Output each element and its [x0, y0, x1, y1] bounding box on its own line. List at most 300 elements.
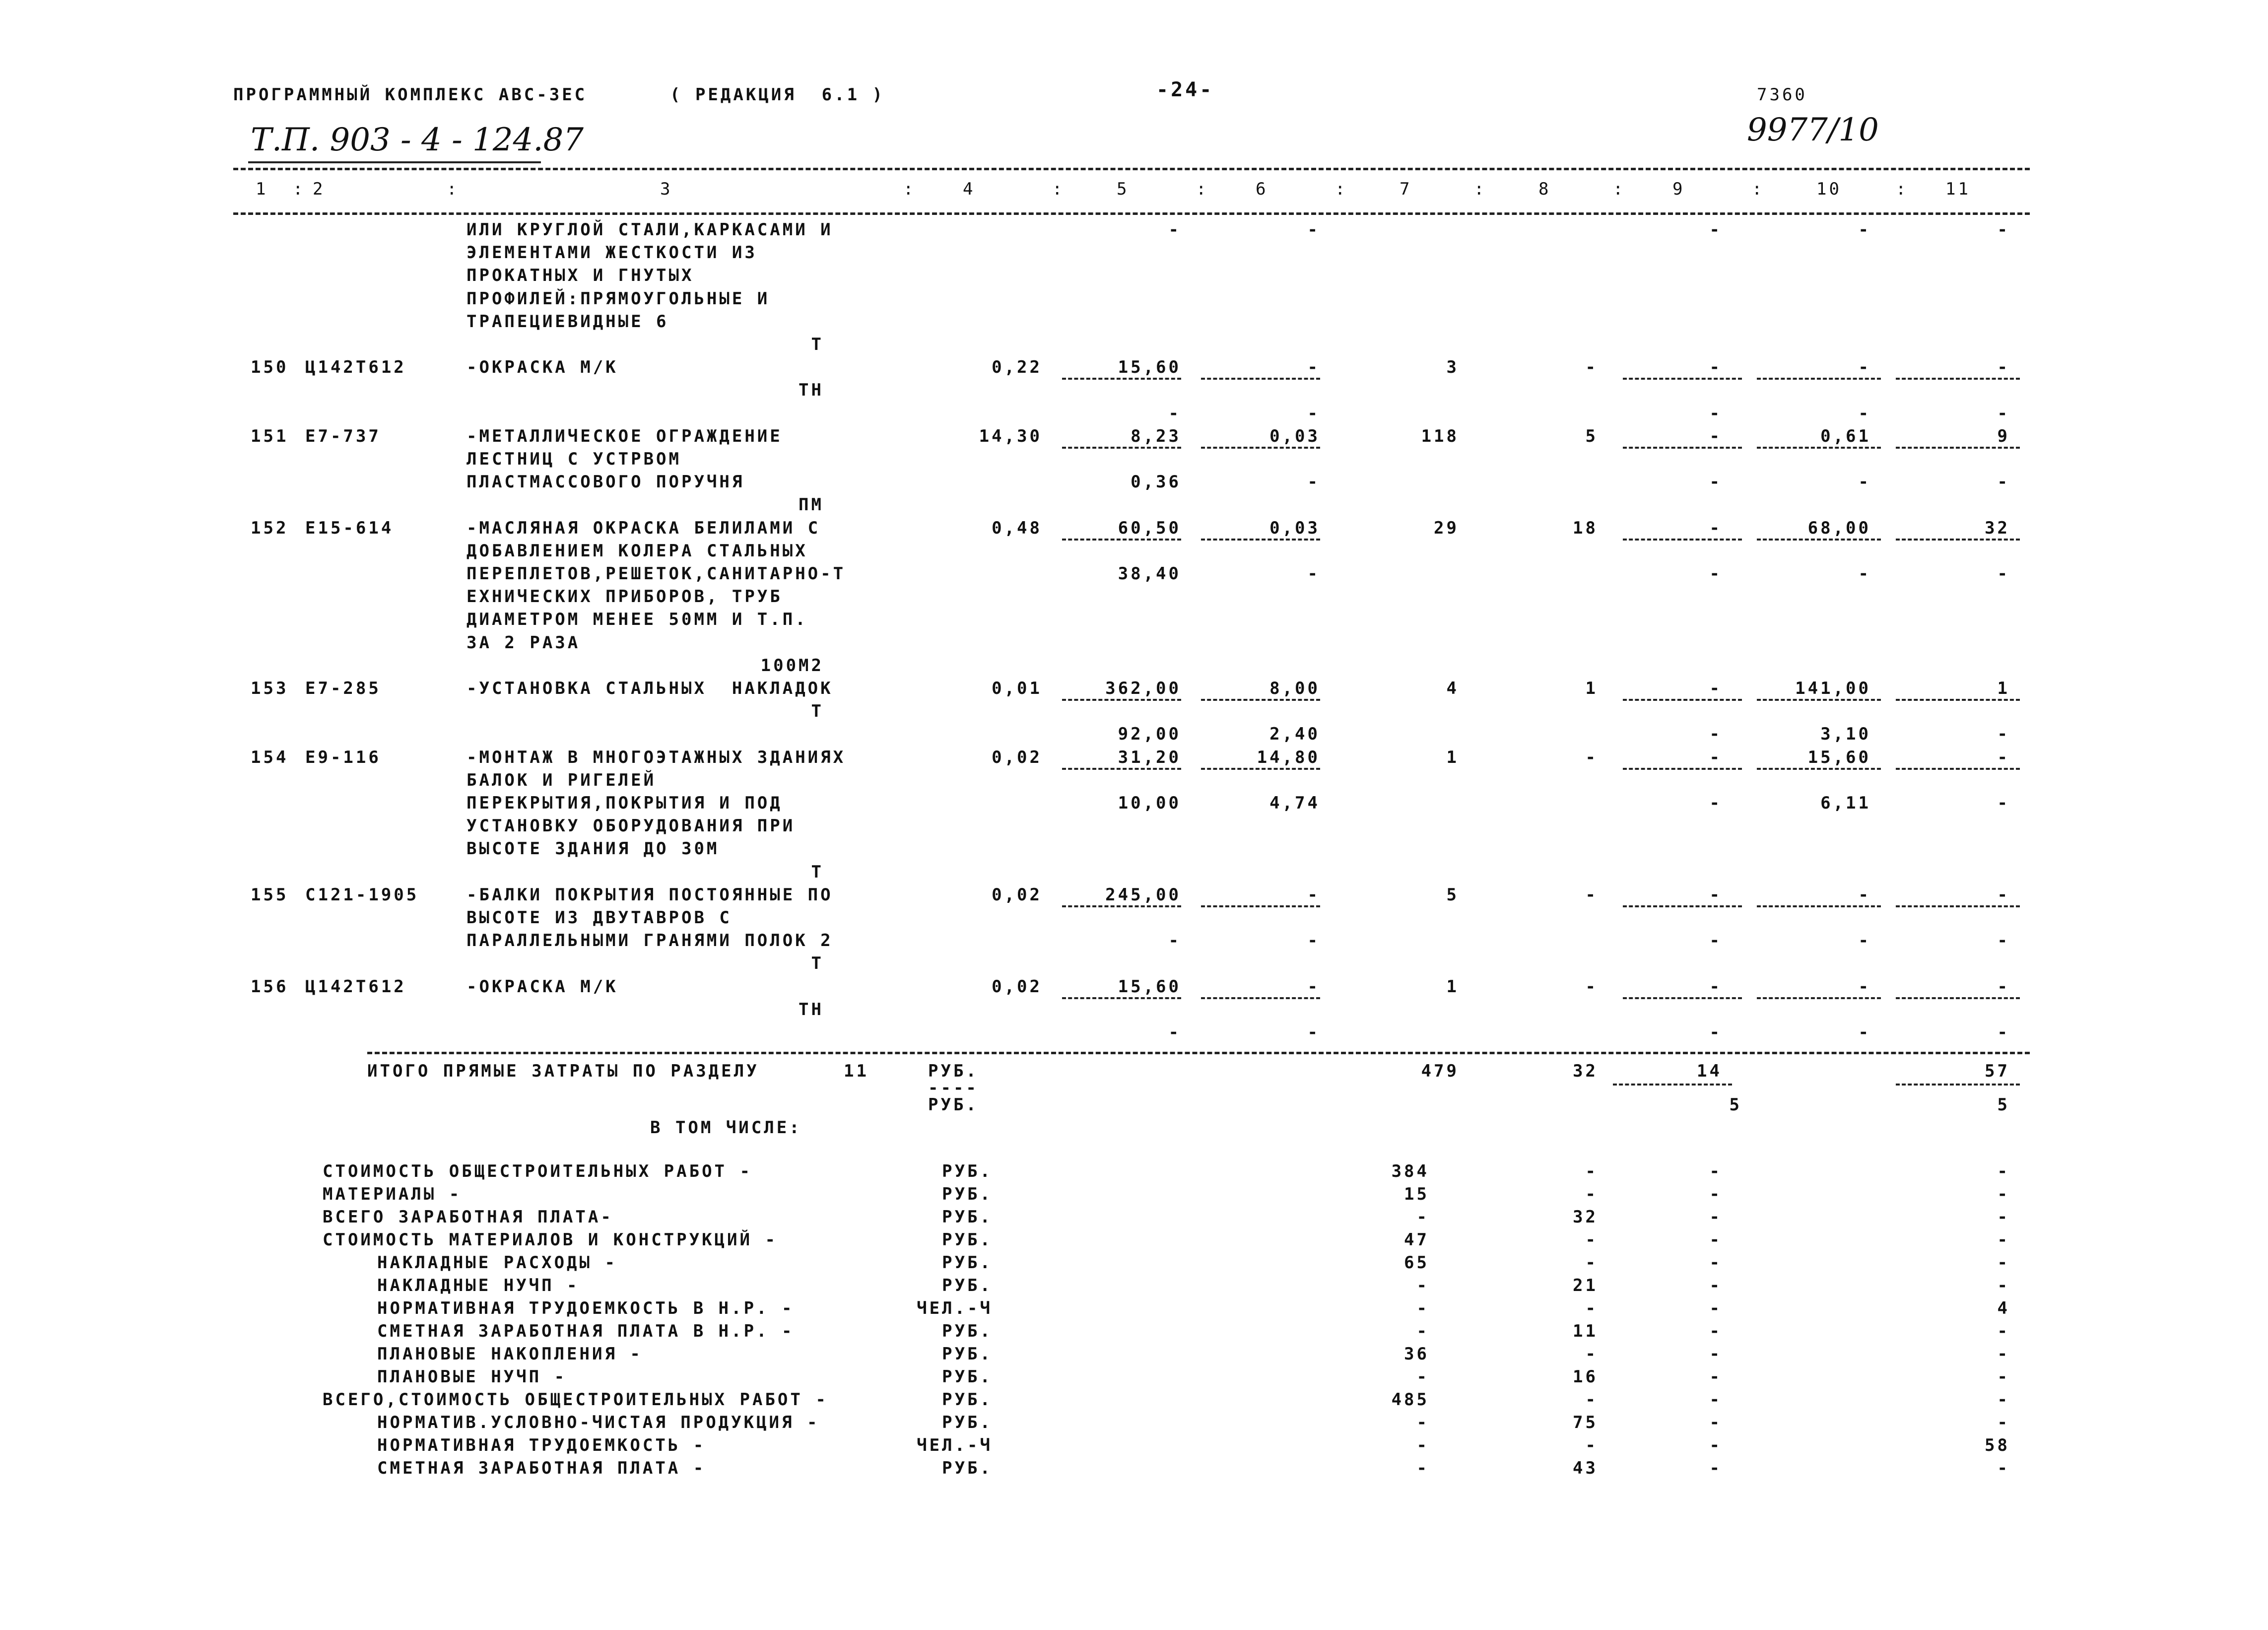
table-row — [0, 724, 2268, 747]
sub-rule — [1896, 539, 2020, 541]
cell-c5: - — [1168, 931, 1181, 951]
summary-label: НОРМАТИВ.УСЛОВНО-ЧИСТАЯ ПРОДУКЦИЯ - — [377, 1413, 820, 1433]
cell-qty: 0,01 — [992, 679, 1042, 698]
cell-c6: 0,03 — [1269, 426, 1320, 446]
sub-rule — [1757, 997, 1881, 999]
table-row — [0, 838, 2268, 861]
column-header-3: 3 — [660, 179, 673, 199]
sub-rule — [1062, 539, 1181, 541]
cell-c10: - — [1858, 884, 1871, 905]
cell-c9: - — [1709, 518, 1722, 538]
cell-c9: - — [1709, 679, 1722, 698]
cell-c5: 15,60 — [1118, 357, 1181, 378]
cell-c6: - — [1307, 1022, 1320, 1042]
summary-label: МАТЕРИАЛЫ - — [323, 1184, 462, 1205]
sub-rule — [1201, 699, 1320, 701]
cell-code: Е15-614 — [305, 518, 394, 538]
program-title: ПРОГРАММНЫЙ КОМПЛЕКС АВС-ЗЕС — [233, 85, 588, 105]
cell-name: -МОНТАЖ В МНОГОЭТАЖНЫХ ЗДАНИЯХ — [467, 747, 846, 767]
total-sub-rule — [1896, 1084, 2020, 1086]
cell-n: 156 — [251, 976, 289, 997]
cell-name: УСТАНОВКУ ОБОРУДОВАНИЯ ПРИ — [467, 816, 796, 836]
table-row — [0, 999, 2268, 1022]
total-section: 11 — [844, 1061, 869, 1082]
cell-c8: 1 — [1585, 679, 1598, 698]
cell-c9: - — [1709, 357, 1722, 378]
cell-c9: - — [1709, 220, 1722, 240]
cell-c8: - — [1585, 976, 1598, 997]
table-row — [0, 265, 2268, 288]
sub-rule — [1062, 699, 1181, 701]
cell-qty: 0,22 — [992, 357, 1042, 378]
cell-c5: 0,36 — [1131, 472, 1181, 492]
column-header-11: 11 — [1945, 179, 1971, 199]
column-header-9: 9 — [1672, 179, 1685, 199]
summary-row — [0, 1412, 2268, 1435]
sub-rule — [1896, 997, 2020, 999]
summary-c7: - — [1416, 1367, 1429, 1387]
cell-c7: 5 — [1446, 884, 1459, 905]
summary-c8: - — [1585, 1435, 1598, 1456]
sub-rule — [1623, 768, 1742, 770]
total-rule — [367, 1052, 2030, 1054]
summary-c7: - — [1416, 1458, 1429, 1479]
cell-qty: 0,48 — [992, 518, 1042, 538]
cell-c5: 38,40 — [1118, 564, 1181, 584]
summary-label: НОРМАТИВНАЯ ТРУДОЕМКОСТЬ - — [377, 1435, 706, 1456]
cell-c9: - — [1709, 976, 1722, 997]
sub-rule — [1896, 905, 2020, 907]
total-c11-b: 5 — [1997, 1095, 2010, 1115]
sub-rule — [1757, 768, 1881, 770]
cell-c8: - — [1585, 884, 1598, 905]
table-row — [0, 907, 2268, 930]
sub-rule — [1062, 447, 1181, 449]
program-edition: ( РЕДАКЦИЯ 6.1 ) — [670, 85, 885, 105]
cell-c11: - — [1997, 976, 2010, 997]
cell-c11: - — [1997, 357, 2010, 378]
total-c9-b: 5 — [1729, 1095, 1742, 1115]
cell-c10: - — [1858, 931, 1871, 951]
sub-rule — [1757, 699, 1881, 701]
summary-row — [0, 1366, 2268, 1389]
summary-label: НАКЛАДНЫЕ НУЧП - — [377, 1276, 580, 1296]
table-row — [0, 747, 2268, 770]
cell-c11: - — [1997, 793, 2010, 813]
table-row — [0, 219, 2268, 242]
summary-c8: - — [1585, 1184, 1598, 1205]
cell-unit: Т — [811, 335, 824, 354]
handwritten-project-ref: Т.П. 903 - 4 - 124.87 — [251, 122, 584, 158]
cell-c11: 9 — [1997, 426, 2010, 446]
table-row — [0, 518, 2268, 541]
cell-c9: - — [1709, 1022, 1722, 1042]
cell-name: ЭЛЕМЕНТАМИ ЖЕСТКОСТИ ИЗ — [467, 243, 757, 263]
column-separator: : — [1335, 179, 1348, 199]
cell-code: Ц142Т612 — [305, 976, 406, 997]
cell-name: ТРАПЕЦИЕВИДНЫЕ 6 — [467, 311, 669, 332]
cell-c5: - — [1168, 1022, 1181, 1042]
column-header-2: 2 — [313, 179, 326, 199]
cell-c6: - — [1307, 931, 1320, 951]
summary-unit: ЧЕЛ.-Ч — [917, 1298, 993, 1319]
header-rule-top — [233, 168, 2030, 170]
summary-c11: - — [1997, 1253, 2010, 1273]
table-row — [0, 815, 2268, 838]
cell-c8: - — [1585, 747, 1598, 767]
table-row — [0, 655, 2268, 678]
cell-name: ПЛАСТМАССОВОГО ПОРУЧНЯ — [467, 472, 745, 492]
sub-rule — [1201, 997, 1320, 999]
summary-label: СТОИМОСТЬ ОБЩЕСТРОИТЕЛЬНЫХ РАБОТ - — [323, 1161, 752, 1182]
summary-c11: - — [1997, 1390, 2010, 1410]
summary-c9: - — [1709, 1321, 1722, 1342]
summary-c7: 384 — [1391, 1161, 1429, 1182]
sub-rule — [1757, 539, 1881, 541]
cell-name: ПЕРЕКРЫТИЯ,ПОКРЫТИЯ И ПОД — [467, 793, 783, 813]
summary-label: СТОИМОСТЬ МАТЕРИАЛОВ И КОНСТРУКЦИЙ - — [323, 1230, 778, 1250]
table-row — [0, 449, 2268, 472]
summary-label: ПЛАНОВЫЕ НУЧП - — [377, 1367, 567, 1387]
column-header-7: 7 — [1400, 179, 1412, 199]
sub-rule — [1896, 378, 2020, 380]
cell-name: ИЛИ КРУГЛОЙ СТАЛИ,КАРКАСАМИ И — [467, 220, 833, 240]
cell-c6: - — [1307, 220, 1320, 240]
summary-c7: - — [1416, 1321, 1429, 1342]
summary-unit: РУБ. — [942, 1230, 993, 1250]
summary-row — [0, 1344, 2268, 1366]
table-row — [0, 357, 2268, 380]
summary-c11: 58 — [1985, 1435, 2010, 1456]
sub-rule — [1896, 447, 2020, 449]
sub-rule — [1623, 699, 1742, 701]
cell-qty: 0,02 — [992, 884, 1042, 905]
table-row — [0, 884, 2268, 907]
summary-c9: - — [1709, 1161, 1722, 1182]
summary-c8: 21 — [1573, 1276, 1598, 1296]
cell-name: ДОБАВЛЕНИЕМ КОЛЕРА СТАЛЬНЫХ — [467, 541, 808, 561]
cell-qty: 0,02 — [992, 976, 1042, 997]
summary-c7: 15 — [1404, 1184, 1429, 1205]
handwritten-inventory-no: 9977/10 — [1747, 112, 1879, 148]
summary-label: СМЕТНАЯ ЗАРАБОТНАЯ ПЛАТА - — [377, 1458, 706, 1479]
summary-label: НАКЛАДНЫЕ РАСХОДЫ - — [377, 1253, 617, 1273]
summary-row — [0, 1184, 2268, 1207]
summary-c7: - — [1416, 1413, 1429, 1433]
cell-unit: ПМ — [799, 495, 824, 515]
summary-row — [0, 1161, 2268, 1184]
cell-name: ПЕРЕПЛЕТОВ,РЕШЕТОК,САНИТАРНО-Т — [467, 564, 846, 584]
cell-c7: 4 — [1446, 679, 1459, 698]
cell-n: 150 — [251, 357, 289, 378]
summary-c9: - — [1709, 1207, 1722, 1227]
cell-c9: - — [1709, 747, 1722, 767]
summary-c11: - — [1997, 1230, 2010, 1250]
sub-rule — [1896, 768, 2020, 770]
column-header-10: 10 — [1816, 179, 1842, 199]
cell-c8: 5 — [1585, 426, 1598, 446]
summary-c7: 47 — [1404, 1230, 1429, 1250]
table-row — [0, 632, 2268, 655]
cell-c7: 1 — [1446, 976, 1459, 997]
cell-name: ДИАМЕТРОМ МЕНЕЕ 50ММ И Т.П. — [467, 610, 808, 630]
summary-unit: РУБ. — [942, 1458, 993, 1479]
summary-unit: РУБ. — [942, 1276, 993, 1296]
cell-c10: 6,11 — [1820, 793, 1871, 813]
summary-c11: - — [1997, 1184, 2010, 1205]
cell-code: Е7-737 — [305, 426, 381, 446]
column-header-6: 6 — [1256, 179, 1268, 199]
summary-row — [0, 1252, 2268, 1275]
cell-name: БАЛОК И РИГЕЛЕЙ — [467, 770, 657, 790]
summary-c9: - — [1709, 1390, 1722, 1410]
cell-qty: 0,02 — [992, 747, 1042, 767]
cell-c9: - — [1709, 564, 1722, 584]
cell-c5: 60,50 — [1118, 518, 1181, 538]
summary-unit: РУБ. — [942, 1413, 993, 1433]
summary-c8: - — [1585, 1298, 1598, 1319]
cell-c10: - — [1858, 1022, 1871, 1042]
cell-n: 153 — [251, 679, 289, 698]
column-separator: : — [293, 179, 306, 199]
sub-rule — [1201, 539, 1320, 541]
summary-c9: - — [1709, 1230, 1722, 1250]
cell-c5: 245,00 — [1105, 884, 1181, 905]
summary-c9: - — [1709, 1413, 1722, 1433]
sub-rule — [1623, 997, 1742, 999]
total-unit-2: РУБ. — [928, 1095, 979, 1115]
table-row — [0, 609, 2268, 632]
table-row — [0, 770, 2268, 793]
table-row — [0, 862, 2268, 884]
table-row — [0, 380, 2268, 403]
column-header-5: 5 — [1117, 179, 1130, 199]
cell-c6: - — [1307, 564, 1320, 584]
summary-c9: - — [1709, 1458, 1722, 1479]
cell-c10: 15,60 — [1807, 747, 1871, 767]
table-row — [0, 563, 2268, 586]
cell-c10: 68,00 — [1807, 518, 1871, 538]
cell-c11: - — [1997, 564, 2010, 584]
total-unit: РУБ. — [928, 1061, 979, 1082]
summary-c7: - — [1416, 1435, 1429, 1456]
table-row — [0, 311, 2268, 334]
cell-name: ПРОФИЛЕЙ:ПРЯМОУГОЛЬНЫЕ И — [467, 288, 770, 309]
summary-c8: 16 — [1573, 1367, 1598, 1387]
cell-c10: - — [1858, 403, 1871, 423]
total-label: ИТОГО ПРЯМЫЕ ЗАТРАТЫ ПО РАЗДЕЛУ — [367, 1061, 759, 1082]
sub-rule — [1623, 905, 1742, 907]
summary-label: ВСЕГО ЗАРАБОТНАЯ ПЛАТА- — [323, 1207, 613, 1227]
cell-c11: - — [1997, 220, 2010, 240]
table-row — [0, 334, 2268, 357]
cell-c10: - — [1858, 976, 1871, 997]
summary-c11: - — [1997, 1161, 2010, 1182]
summary-c7: - — [1416, 1298, 1429, 1319]
table-row — [0, 930, 2268, 953]
summary-row — [0, 1435, 2268, 1458]
cell-name: ВЫСОТЕ ЗДАНИЯ ДО 30М — [467, 839, 720, 859]
cell-c6: - — [1307, 403, 1320, 423]
cell-c7: 118 — [1421, 426, 1459, 446]
total-sub-rule — [1613, 1084, 1732, 1086]
cell-c10: - — [1858, 357, 1871, 378]
cell-name: ВЫСОТЕ ИЗ ДВУТАВРОВ С — [467, 908, 732, 928]
cell-c11: - — [1997, 472, 2010, 492]
cell-c6: - — [1307, 884, 1320, 905]
cell-c9: - — [1709, 884, 1722, 905]
cell-name: -МАСЛЯНАЯ ОКРАСКА БЕЛИЛАМИ С — [467, 518, 821, 538]
sub-rule — [1062, 905, 1181, 907]
cell-c5: 92,00 — [1118, 724, 1181, 745]
cell-c11: 1 — [1997, 679, 2010, 698]
cell-c7: 29 — [1434, 518, 1459, 538]
cell-c10: - — [1858, 472, 1871, 492]
table-row — [0, 403, 2268, 426]
cell-c6: - — [1307, 472, 1320, 492]
cell-c9: - — [1709, 931, 1722, 951]
table-row — [0, 1022, 2268, 1045]
summary-c11: - — [1997, 1413, 2010, 1433]
total-c11: 57 — [1985, 1061, 2010, 1082]
sub-rule — [1757, 447, 1881, 449]
table-row — [0, 953, 2268, 976]
cell-c5: 15,60 — [1118, 976, 1181, 997]
cell-c10: - — [1858, 220, 1871, 240]
cell-c10: 141,00 — [1795, 679, 1871, 698]
sub-rule — [1062, 378, 1181, 380]
summary-row — [0, 1389, 2268, 1412]
sub-rule — [1623, 539, 1742, 541]
table-row — [0, 701, 2268, 724]
summary-c7: - — [1416, 1276, 1429, 1296]
column-separator: : — [903, 179, 916, 199]
table-row — [0, 678, 2268, 701]
summary-row — [0, 1229, 2268, 1252]
cell-c8: - — [1585, 357, 1598, 378]
cell-name: -УСТАНОВКА СТАЛЬНЫХ НАКЛАДОК — [467, 679, 833, 698]
sub-rule — [1062, 768, 1181, 770]
summary-c8: 43 — [1573, 1458, 1598, 1479]
summary-unit: РУБ. — [942, 1184, 993, 1205]
cell-unit: Т — [811, 701, 824, 722]
summary-c9: - — [1709, 1184, 1722, 1205]
cell-c11: 32 — [1985, 518, 2010, 538]
summary-c8: - — [1585, 1230, 1598, 1250]
summary-c11: - — [1997, 1458, 2010, 1479]
cell-c8: 18 — [1573, 518, 1598, 538]
header-rule-bottom — [233, 212, 2030, 215]
column-separator: : — [1613, 179, 1626, 199]
cell-c6: 14,80 — [1257, 747, 1320, 767]
summary-label: ПЛАНОВЫЕ НАКОПЛЕНИЯ - — [377, 1344, 643, 1364]
summary-c11: 4 — [1997, 1298, 2010, 1319]
summary-c7: 36 — [1404, 1344, 1429, 1364]
column-separator: : — [1896, 179, 1909, 199]
summary-row — [0, 1321, 2268, 1344]
table-row — [0, 472, 2268, 494]
column-header-4: 4 — [963, 179, 976, 199]
summary-unit: РУБ. — [942, 1367, 993, 1387]
cell-c11: - — [1997, 724, 2010, 745]
summary-c8: - — [1585, 1253, 1598, 1273]
summary-c11: - — [1997, 1321, 2010, 1342]
cell-c5: - — [1168, 403, 1181, 423]
cell-c5: 10,00 — [1118, 793, 1181, 813]
cell-c5: 362,00 — [1105, 679, 1181, 698]
summary-c9: - — [1709, 1344, 1722, 1364]
cell-n: 155 — [251, 884, 289, 905]
summary-c11: - — [1997, 1276, 2010, 1296]
cell-code: Ц142Т612 — [305, 357, 406, 378]
cell-code: С121-1905 — [305, 884, 419, 905]
cell-c7: 3 — [1446, 357, 1459, 378]
summary-row — [0, 1207, 2268, 1229]
summary-row — [0, 1298, 2268, 1321]
summary-unit: РУБ. — [942, 1161, 993, 1182]
summary-c8: 32 — [1573, 1207, 1598, 1227]
summary-c9: - — [1709, 1435, 1722, 1456]
column-header-8: 8 — [1538, 179, 1551, 199]
summary-c11: - — [1997, 1207, 2010, 1227]
summary-c7: 65 — [1404, 1253, 1429, 1273]
table-row — [0, 426, 2268, 449]
total-c7: 479 — [1421, 1061, 1459, 1082]
cell-c6: 8,00 — [1269, 679, 1320, 698]
cell-c9: - — [1709, 426, 1722, 446]
summary-c9: - — [1709, 1298, 1722, 1319]
summary-c8: 11 — [1573, 1321, 1598, 1342]
column-separator: : — [447, 179, 460, 199]
including-label: В ТОМ ЧИСЛЕ: — [650, 1118, 802, 1138]
sub-rule — [1896, 699, 2020, 701]
summary-c8: - — [1585, 1390, 1598, 1410]
cell-c9: - — [1709, 403, 1722, 423]
cell-unit: ТН — [799, 380, 824, 401]
cell-c11: - — [1997, 884, 2010, 905]
cell-code: Е7-285 — [305, 679, 381, 698]
column-separator: : — [1196, 179, 1209, 199]
cell-name: ПАРАЛЛЕЛЬНЫМИ ГРАНЯМИ ПОЛОК 2 — [467, 931, 833, 951]
cell-c9: - — [1709, 793, 1722, 813]
column-separator: : — [1474, 179, 1487, 199]
cell-c5: 31,20 — [1118, 747, 1181, 767]
sub-rule — [1757, 905, 1881, 907]
sub-rule — [1623, 447, 1742, 449]
summary-label: НОРМАТИВНАЯ ТРУДОЕМКОСТЬ В Н.Р. - — [377, 1298, 795, 1319]
cell-c9: - — [1709, 472, 1722, 492]
cell-n: 152 — [251, 518, 289, 538]
summary-unit: РУБ. — [942, 1253, 993, 1273]
column-header-1: 1 — [256, 179, 268, 199]
summary-c11: - — [1997, 1344, 2010, 1364]
cell-name: ПРОКАТНЫХ И ГНУТЫХ — [467, 266, 694, 286]
cell-c6: - — [1307, 357, 1320, 378]
summary-c9: - — [1709, 1367, 1722, 1387]
cell-unit: Т — [811, 862, 824, 882]
column-separator: : — [1052, 179, 1065, 199]
cell-c5: 8,23 — [1131, 426, 1181, 446]
table-row — [0, 494, 2268, 517]
total-unit-dash: ---- — [928, 1078, 979, 1098]
cell-qty: 14,30 — [979, 426, 1042, 446]
summary-unit: РУБ. — [942, 1321, 993, 1342]
cell-unit: 100М2 — [760, 655, 824, 676]
cell-name: -ОКРАСКА М/К — [467, 357, 618, 378]
table-row — [0, 541, 2268, 563]
document-code: 7360 — [1757, 85, 1807, 105]
cell-c10: 0,61 — [1820, 426, 1871, 446]
